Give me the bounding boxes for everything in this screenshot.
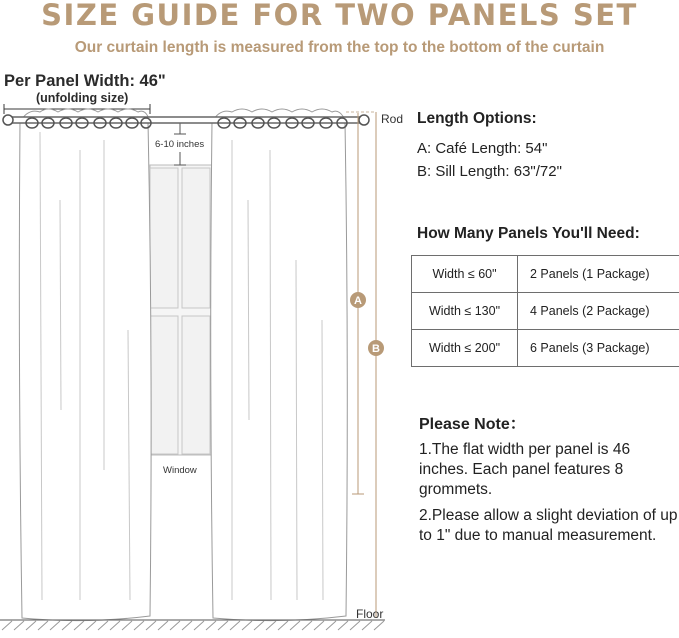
note-2: 2.Please allow a slight deviation of up to 1" due to manual measurement. [419,507,678,544]
page-subtitle: Our curtain length is measured from the top to the bottom of the curtain [74,39,605,56]
table-cell-width: Width ≤ 130" [412,293,518,330]
window-label: Window [163,465,197,476]
left-curtain-panel [19,122,151,621]
panels-table [411,255,679,367]
floor-label: Floor [356,607,384,621]
marker-a-label: A [354,295,362,307]
table-cell-width: Width ≤ 200" [412,330,518,367]
page-title: SIZE GUIDE FOR TWO PANELS SET [41,0,638,32]
panel-width-label: Per Panel Width: 46" [4,72,166,90]
rod-label: Rod [381,112,404,126]
length-options-heading: Length Options: [417,110,537,127]
table-cell-panels: 2 Panels (1 Package) [518,256,679,293]
table-row [412,330,679,367]
table-row [412,256,679,293]
length-option-b: B: Sill Length: 63"/72" [417,163,562,180]
marker-b-label: B [372,343,380,355]
notes-heading: Please Note： [419,416,526,433]
note-1: 1.The flat width per panel is 46 inches. Each panel features 8 grommets. [419,441,631,498]
table-cell-panels: 4 Panels (2 Package) [518,293,679,330]
table-cell-width: Width ≤ 60" [412,256,518,293]
window-frame [150,165,212,455]
table-cell-panels: 6 Panels (3 Package) [518,330,679,367]
panels-needed-heading: How Many Panels You'll Need: [417,225,640,242]
gap-label: 6-10 inches [155,139,205,150]
length-option-a: A: Café Length: 54" [417,140,548,157]
unfolding-size-label: (unfolding size) [36,91,129,105]
table-row [412,293,679,330]
right-curtain-panel [211,122,348,621]
